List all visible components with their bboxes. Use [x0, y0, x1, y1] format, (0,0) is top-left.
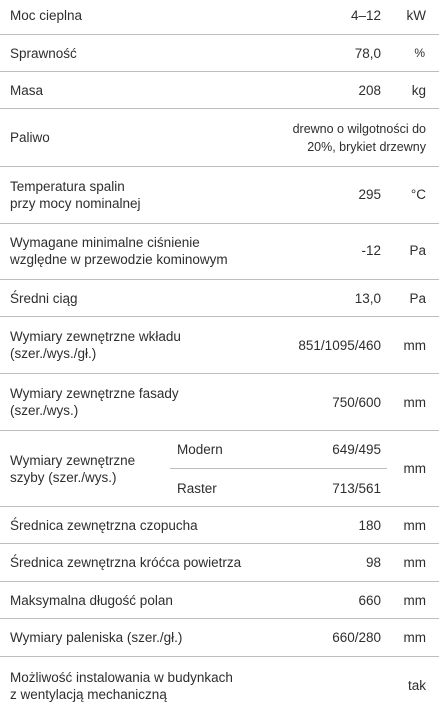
spec-value: 851/1095/460 — [298, 338, 381, 353]
spec-value: -12 — [361, 243, 381, 258]
spec-label-line1: Wymiary zewnętrzne fasady — [10, 386, 179, 401]
spec-label: Maksymalna długość polan — [10, 593, 173, 608]
variant-divider — [170, 468, 387, 469]
spec-label: Średni ciąg — [10, 291, 78, 306]
spec-value: 78,0 — [354, 46, 381, 61]
variant-name-modern: Modern — [177, 442, 223, 457]
spec-label-line2: (szer./wys.) — [10, 403, 79, 418]
spec-label: Moc cieplna — [10, 8, 83, 23]
spec-label-line1: Wymagane minimalne ciśnienie — [10, 235, 200, 250]
spec-row-facade-dimensions — [0, 374, 439, 431]
spec-value: 750/600 — [332, 395, 381, 410]
spec-row-flue-temperature — [0, 167, 439, 224]
spec-label: Średnica zewnętrzna czopucha — [10, 518, 198, 533]
spec-label-line2: względne w przewodzie kominowym — [10, 252, 228, 267]
spec-value: 660/280 — [332, 630, 381, 645]
spec-unit: mm — [403, 518, 426, 533]
spec-value: 4–12 — [350, 8, 381, 23]
spec-unit: Pa — [409, 291, 426, 306]
spec-unit: % — [414, 46, 425, 60]
spec-label-line2: z wentylacją mechaniczną — [10, 687, 167, 702]
spec-row-draught — [0, 280, 439, 317]
spec-unit: mm — [403, 338, 426, 353]
spec-value: 13,0 — [354, 291, 381, 306]
spec-value: 98 — [365, 555, 381, 570]
spec-label-line2: szyby (szer./wys.) — [10, 470, 117, 485]
spec-unit: mm — [403, 461, 426, 476]
spec-unit: Pa — [409, 243, 426, 258]
spec-value-line1: drewno o wilgotności do — [292, 122, 426, 136]
spec-unit: mm — [403, 593, 426, 608]
spec-value: 208 — [358, 83, 381, 98]
spec-label-line1: Temperatura spalin — [10, 179, 125, 194]
spec-label: Paliwo — [10, 130, 50, 145]
spec-row-mechanical-ventilation — [0, 657, 439, 708]
spec-unit: kW — [406, 8, 426, 23]
spec-value-line2: 20%, brykiet drzewny — [307, 140, 426, 154]
spec-label: Wymiary paleniska (szer./gł.) — [10, 630, 183, 645]
spec-value: tak — [407, 678, 426, 693]
spec-label-line1: Możliwość instalowania w budynkach — [10, 670, 233, 685]
spec-label-line1: Wymiary zewnętrzne — [10, 453, 136, 468]
spec-unit: mm — [403, 395, 426, 410]
variant-name-raster: Raster — [177, 481, 217, 496]
spec-label-line1: Wymiary zewnętrzne wkładu — [10, 329, 181, 344]
spec-row-heat-output — [0, 0, 439, 35]
spec-value: 660 — [358, 593, 381, 608]
spec-row-flue-diameter — [0, 507, 439, 544]
spec-row-min-pressure — [0, 224, 439, 280]
spec-row-insert-dimensions — [0, 317, 439, 374]
spec-row-efficiency — [0, 35, 439, 72]
spec-label: Sprawność — [10, 46, 77, 61]
spec-value: 180 — [358, 518, 381, 533]
spec-unit: °C — [410, 187, 426, 202]
spec-row-mass — [0, 72, 439, 109]
spec-row-glass-dimensions — [0, 431, 439, 507]
spec-label-line2: (szer./wys./gł.) — [10, 346, 97, 361]
spec-unit: mm — [403, 630, 426, 645]
variant-value-modern: 649/495 — [332, 442, 381, 457]
spec-unit: mm — [403, 555, 426, 570]
spec-row-fuel — [0, 109, 439, 167]
spec-row-max-log-length — [0, 582, 439, 619]
spec-unit: kg — [411, 83, 426, 98]
variant-value-raster: 713/561 — [332, 481, 381, 496]
spec-row-firebox-dimensions — [0, 619, 439, 657]
spec-label: Średnica zewnętrzna króćca powietrza — [10, 555, 242, 570]
spec-value: 295 — [358, 187, 381, 202]
spec-label-line2: przy mocy nominalnej — [10, 196, 141, 211]
spec-row-air-inlet-diameter — [0, 544, 439, 582]
spec-label: Masa — [10, 83, 44, 98]
